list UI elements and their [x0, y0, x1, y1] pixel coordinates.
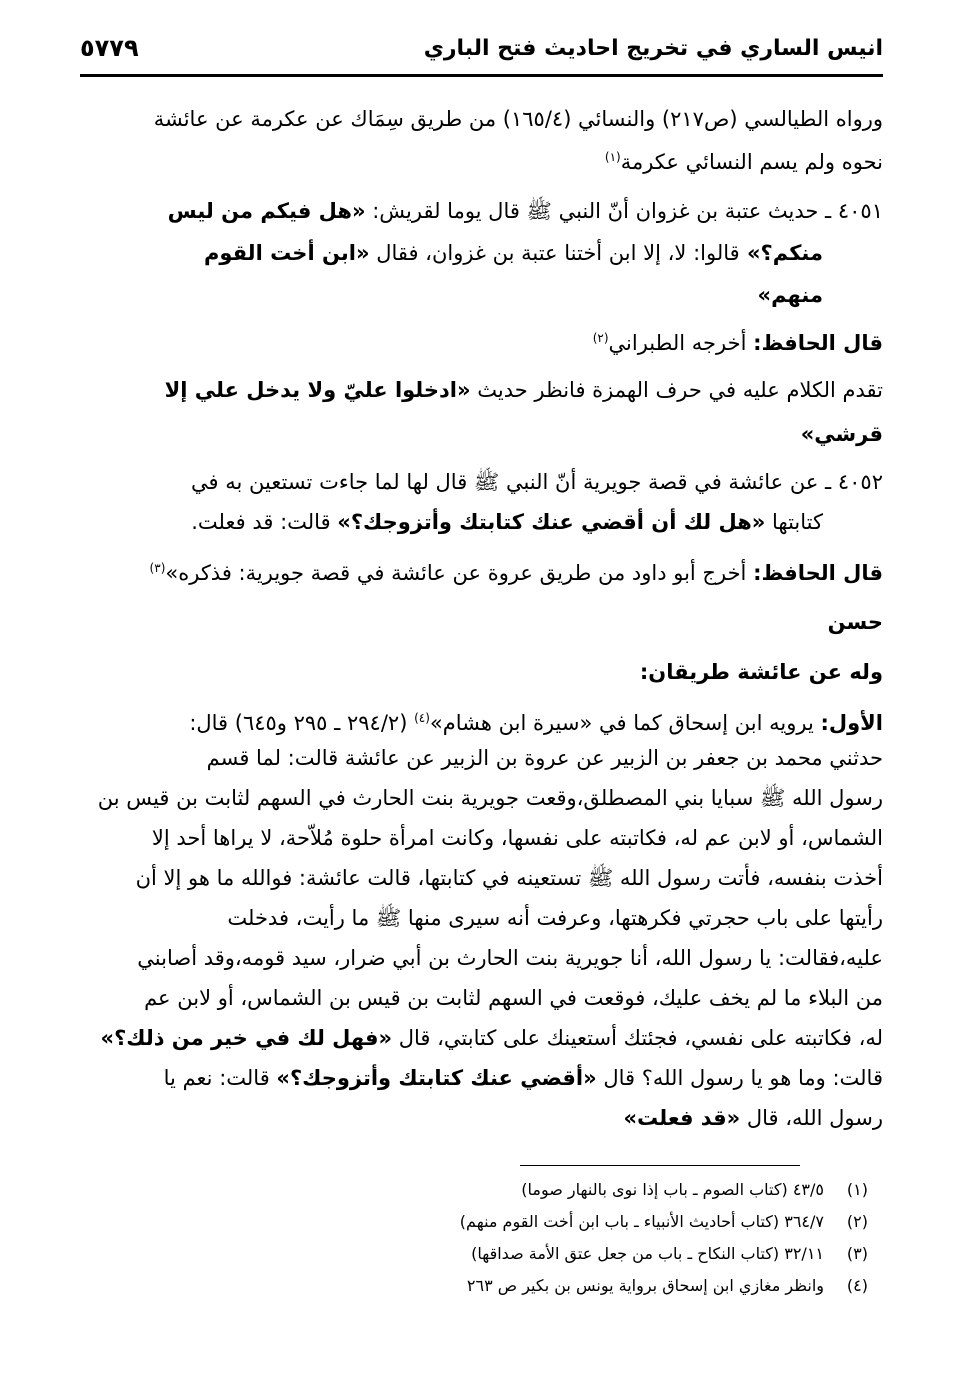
- footnote-ref-4[interactable]: (٤): [414, 711, 430, 725]
- footnote-ref-1[interactable]: (١): [604, 150, 621, 164]
- page-number: ٥٧٧٩: [80, 34, 139, 62]
- footnote-1-text: ٤٣/٥ (كتاب الصوم ـ باب إذا نوى بالنهار صوما): [521, 1180, 824, 1199]
- hafiz-note-1: [80, 318, 883, 358]
- first-way-quote-2: «أقضي عنك كتابتك وأتزوجك؟»: [276, 1066, 597, 1090]
- footnote-3-text: ٣٢/١١ (كتاب النكاح ـ باب من جعل عتق الأمة صداقها): [471, 1244, 824, 1263]
- footnote-ref-3[interactable]: (٣): [149, 561, 166, 575]
- first-way-narration: [80, 698, 883, 1138]
- footnote-ref-2[interactable]: (٢): [592, 331, 609, 345]
- first-way-quote-1: «فهل لك في خير من ذلك؟»: [100, 1026, 393, 1050]
- footnote-separator: [520, 1165, 800, 1166]
- first-way-line-3: رسول الله ﷺ سبايا بني المصطلق،وقعت جويرية بنت الحارث في السهم لثابت بن قيس بن: [97, 786, 883, 810]
- hadith-4051: [80, 190, 883, 316]
- first-way-line-5: أخذت بنفسه، فأتت رسول الله ﷺ تستعينه في كتابتها، قالت عائشة: فوالله ما هو إلا أن: [135, 866, 883, 890]
- running-header: [80, 30, 883, 77]
- first-way-line-1-end: (٢٩٤/٢ ـ ٢٩٥ و٦٤٥) قال:: [189, 711, 415, 735]
- first-way-line-8: من البلاء ما لم يخف عليك، فوقعت في السهم لثابت بن قيس بن الشماس، أو لابن عم: [144, 986, 883, 1010]
- hadith-4051-line-1: ٤٠٥١ ـ حديث عتبة بن غزوان أنّ النبي ﷺ قال يوما لقريش:: [365, 199, 883, 223]
- first-way-quote-3: «قد فعلت»: [623, 1106, 741, 1130]
- hadith-4052-line-1: ٤٠٥٢ ـ عن عائشة في قصة جويرية أنّ النبي ﷺ قال لها لما جاءت تستعين به في: [191, 470, 883, 494]
- first-way-line-1: يرويه ابن إسحاق كما في «سيرة ابن هشام»: [429, 711, 821, 735]
- footnote-1-number: (١): [846, 1180, 868, 1199]
- first-way-line-7: عليه،فقالت: يا رسول الله، أنا جويرية بنت الحارث بن أبي ضرار، سيد قومه،وقد أصابني: [137, 946, 883, 970]
- first-way-line-10-end: قالت: نعم يا: [163, 1066, 277, 1090]
- footnote-4: [300, 1276, 868, 1295]
- footnote-2: [300, 1212, 868, 1231]
- footnote-4-text: وانظر مغازي ابن إسحاق برواية يونس بن بكير ص ٢٦٣: [466, 1276, 824, 1295]
- hafiz-text-1: أخرجه الطبراني: [608, 331, 754, 355]
- cross-ref-quote-end: قرشي»: [800, 422, 883, 446]
- two-ways-heading: [80, 652, 883, 692]
- hadith-4052-quote: «هل لك أن أقضي عنك كتابتك وأتزوجك؟»: [337, 510, 766, 534]
- hafiz-label-2: قال الحافظ:: [753, 561, 883, 585]
- cross-ref-line-1: تقدم الكلام عليه في حرف الهمزة فانظر حديث: [470, 378, 883, 402]
- two-ways-label: وله عن عائشة طريقان:: [639, 660, 883, 684]
- first-way-line-11: رسول الله، قال: [740, 1106, 883, 1130]
- first-way-line-4: الشماس، أو لابن عم له، فكاتبته على نفسها، وكانت امرأة حلوة مُلاّحة، لا يراها أحد إلا: [151, 826, 883, 850]
- grade-label: حسن: [827, 610, 883, 634]
- hadith-4051-quote-2-end: منهم»: [757, 283, 823, 307]
- footnote-2-text: ٣٦٤/٧ (كتاب أحاديث الأنبياء ـ باب ابن أخت القوم منهم): [459, 1212, 824, 1231]
- footnote-4-number: (٤): [846, 1276, 868, 1295]
- intro-paragraph: [80, 100, 883, 176]
- footnote-3: [300, 1244, 868, 1263]
- hadith-4051-quote-2: «ابن أخت القوم: [204, 241, 370, 265]
- first-way-line-2: حدثني محمد بن جعفر بن الزبير عن عروة بن الزبير عن عائشة قالت: لما قسم: [206, 746, 883, 770]
- first-way-line-10: قالت: وما هو يا رسول الله؟ قال: [596, 1066, 883, 1090]
- intro-line-2: نحوه ولم يسم النسائي عكرمة: [620, 150, 883, 174]
- hadith-4051-line-2: قالوا: لا، إلا ابن أختنا عتبة بن غزوان، فقال: [369, 241, 740, 265]
- hadith-4052-line-2: كتابتها: [765, 510, 823, 534]
- intro-line-1: ورواه الطيالسي (ص٢١٧) والنسائي (١٦٥/٤) من طريق سِمَاك عن عكرمة عن عائشة: [153, 107, 883, 131]
- first-way-label: الأول:: [820, 711, 883, 735]
- footnote-1: [300, 1180, 868, 1199]
- footnote-3-number: (٣): [846, 1244, 868, 1263]
- hadith-4051-quote-1-end: منكم؟»: [739, 241, 823, 265]
- footnote-2-number: (٢): [846, 1212, 868, 1231]
- hadith-4052: [80, 462, 883, 542]
- hadith-4052-line-2-end: قالت: قد فعلت.: [191, 510, 338, 534]
- hafiz-note-2: [80, 548, 883, 588]
- first-way-line-9: له، فكاتبته على نفسي، فجئتك أستعينك على كتابتي، قال: [392, 1026, 883, 1050]
- first-way-line-6: رأيتها على باب حجرتي فكرهتها، وعرفت أنه سيرى منها ﷺ ما رأيت، فدخلت: [227, 906, 883, 930]
- grade-hasan: [80, 602, 883, 642]
- cross-reference: [80, 368, 883, 456]
- hafiz-text-2: أخرج أبو داود من طريق عروة عن عائشة في قصة جويرية: فذكره»: [165, 561, 754, 585]
- hadith-4051-quote-1: «هل فيكم من ليس: [167, 199, 366, 223]
- book-title: انيس الساري في تخريج احاديث فتح الباري: [423, 36, 883, 61]
- hafiz-label-1: قال الحافظ:: [753, 331, 883, 355]
- cross-ref-quote: «ادخلوا عليّ ولا يدخل علي إلا: [164, 378, 471, 402]
